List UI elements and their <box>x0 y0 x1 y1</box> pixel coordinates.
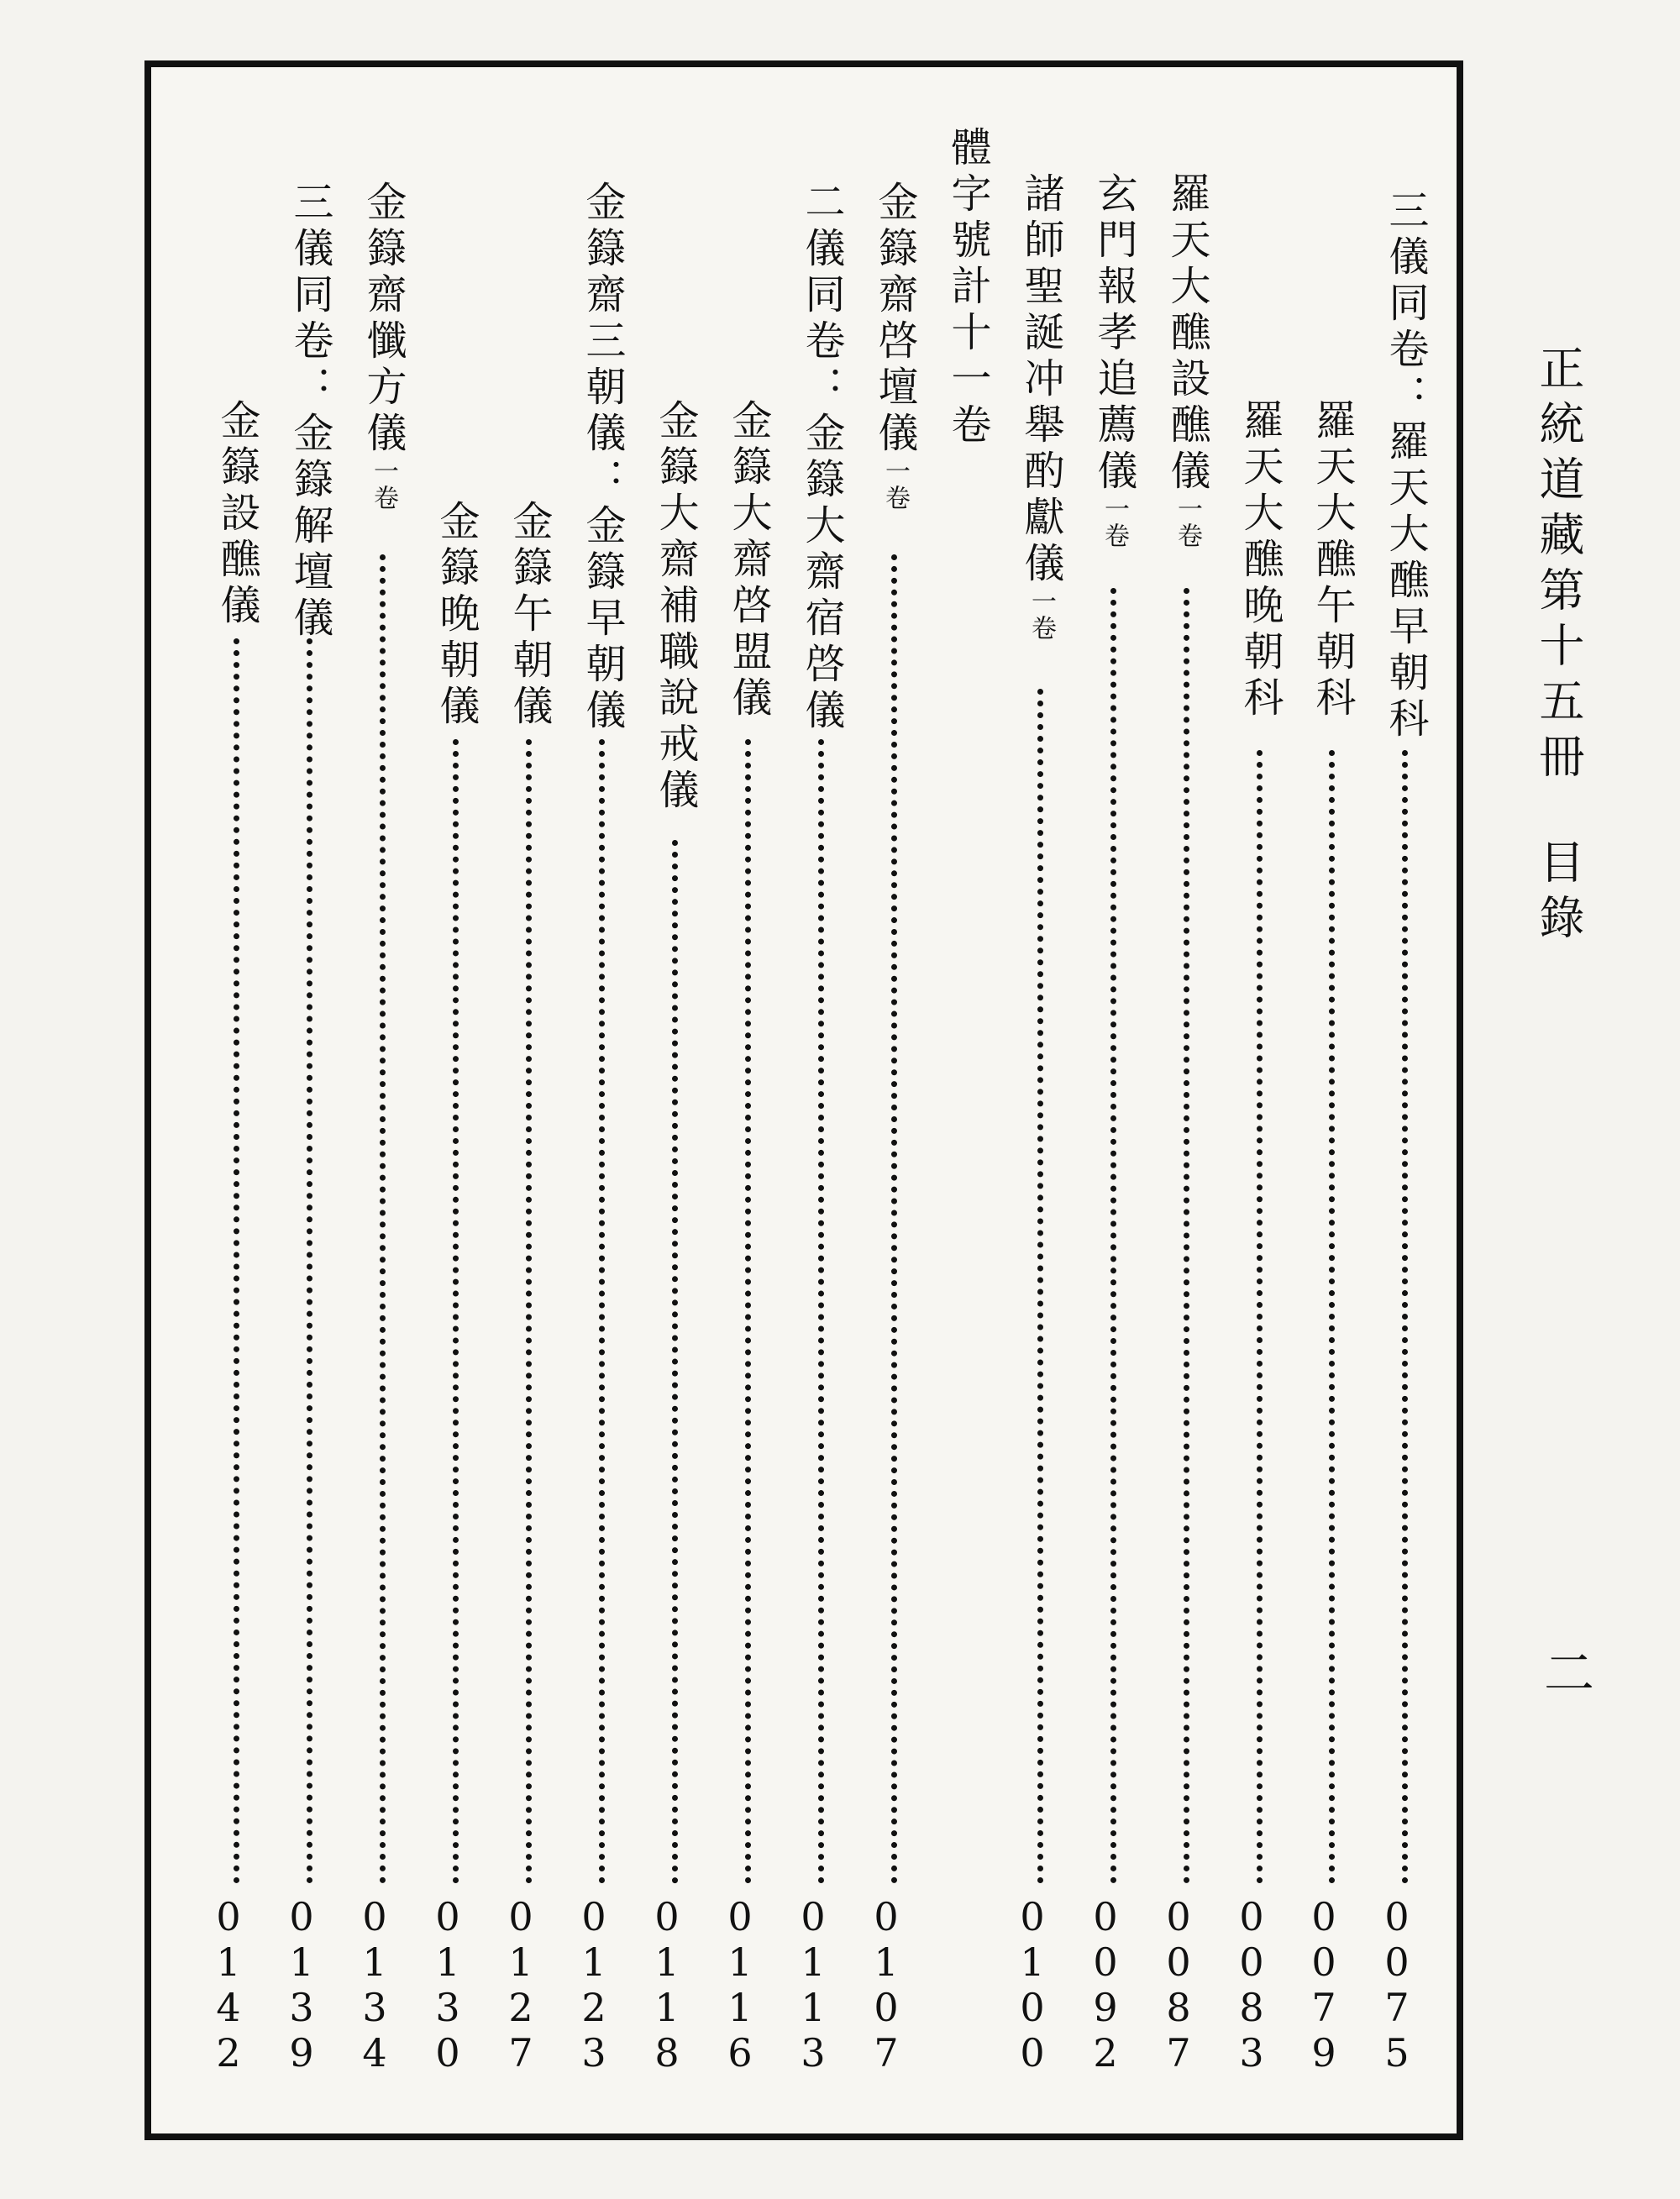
page-ref: 0123 <box>571 1894 617 2076</box>
book-title: 正統道藏第十五冊 <box>1532 344 1585 788</box>
dot-leader <box>1402 750 1408 1884</box>
volume-count: 一卷 <box>1026 588 1056 642</box>
page-ref: 0130 <box>425 1894 470 2076</box>
dot-leader <box>526 739 532 1884</box>
toc-entry: 金籙設醮儀 <box>213 399 260 630</box>
running-header <box>1533 344 1583 949</box>
dot-leader <box>307 638 312 1884</box>
toc-entry: 金籙齋啓壇儀一卷 <box>871 181 918 512</box>
toc-entry: 金籙晚朝儀 <box>433 500 480 731</box>
page-ref: 0139 <box>279 1894 324 2076</box>
page-number: 二 <box>1536 1646 1594 1697</box>
toc-entry: 三儀同卷：羅天大醮早朝科 <box>1382 189 1429 743</box>
dot-leader <box>453 739 459 1884</box>
page-ref: 0142 <box>206 1894 251 2076</box>
dot-leader <box>234 638 239 1884</box>
dot-leader <box>745 739 751 1884</box>
dot-leader <box>672 840 678 1884</box>
toc-entry: 三儀同卷：金籙解壇儀 <box>286 181 333 643</box>
section-heading: 體字號計十一卷 <box>944 126 991 449</box>
toc-entry: 羅天大醮設醮儀一卷 <box>1163 172 1210 549</box>
toc-entry: 金籙大齋補職說戒儀 <box>652 399 699 815</box>
toc-entry: 二儀同卷：金籙大齋宿啓儀 <box>798 181 845 735</box>
toc-entry: 金籙大齋啓盟儀 <box>725 399 772 722</box>
page-ref: 0118 <box>644 1894 690 2076</box>
dot-leader <box>1184 588 1189 1884</box>
dot-leader <box>818 739 824 1884</box>
toc-entry: 金籙齋懺方儀一卷 <box>360 181 407 512</box>
page-ref: 0092 <box>1083 1894 1128 2076</box>
dot-leader <box>1329 750 1335 1884</box>
page-ref: 0107 <box>864 1894 909 2076</box>
page-ref: 0113 <box>790 1894 836 2076</box>
section-title: 目錄 <box>1532 838 1585 949</box>
volume-count: 一卷 <box>880 458 910 512</box>
toc-entry: 玄門報孝追薦儀一卷 <box>1090 172 1137 549</box>
toc-entry: 羅天大醮午朝科 <box>1309 399 1356 722</box>
dot-leader <box>1037 689 1043 1884</box>
volume-count: 一卷 <box>369 458 398 512</box>
dot-leader <box>1110 588 1116 1884</box>
dot-leader <box>380 554 386 1884</box>
toc-entry: 金籙齋三朝儀：金籙早朝儀 <box>579 181 626 735</box>
volume-count: 一卷 <box>1173 496 1202 549</box>
page-ref: 0127 <box>498 1894 543 2076</box>
page-ref: 0087 <box>1156 1894 1201 2076</box>
page-ref: 0100 <box>1010 1894 1055 2076</box>
dot-leader <box>891 554 897 1884</box>
page-ref: 0134 <box>352 1894 397 2076</box>
page-ref: 0079 <box>1301 1894 1347 2076</box>
page-ref: 0116 <box>717 1894 763 2076</box>
page-ref: 0083 <box>1229 1894 1274 2076</box>
dot-leader <box>1257 750 1263 1884</box>
dot-leader <box>599 739 605 1884</box>
toc-entry: 金籙午朝儀 <box>506 500 553 731</box>
page-ref: 0075 <box>1374 1894 1420 2076</box>
volume-count: 一卷 <box>1100 496 1129 549</box>
toc-entry: 羅天大醮晚朝科 <box>1236 399 1284 722</box>
toc-entry: 諸師聖誕冲舉酌獻儀一卷 <box>1017 172 1064 642</box>
